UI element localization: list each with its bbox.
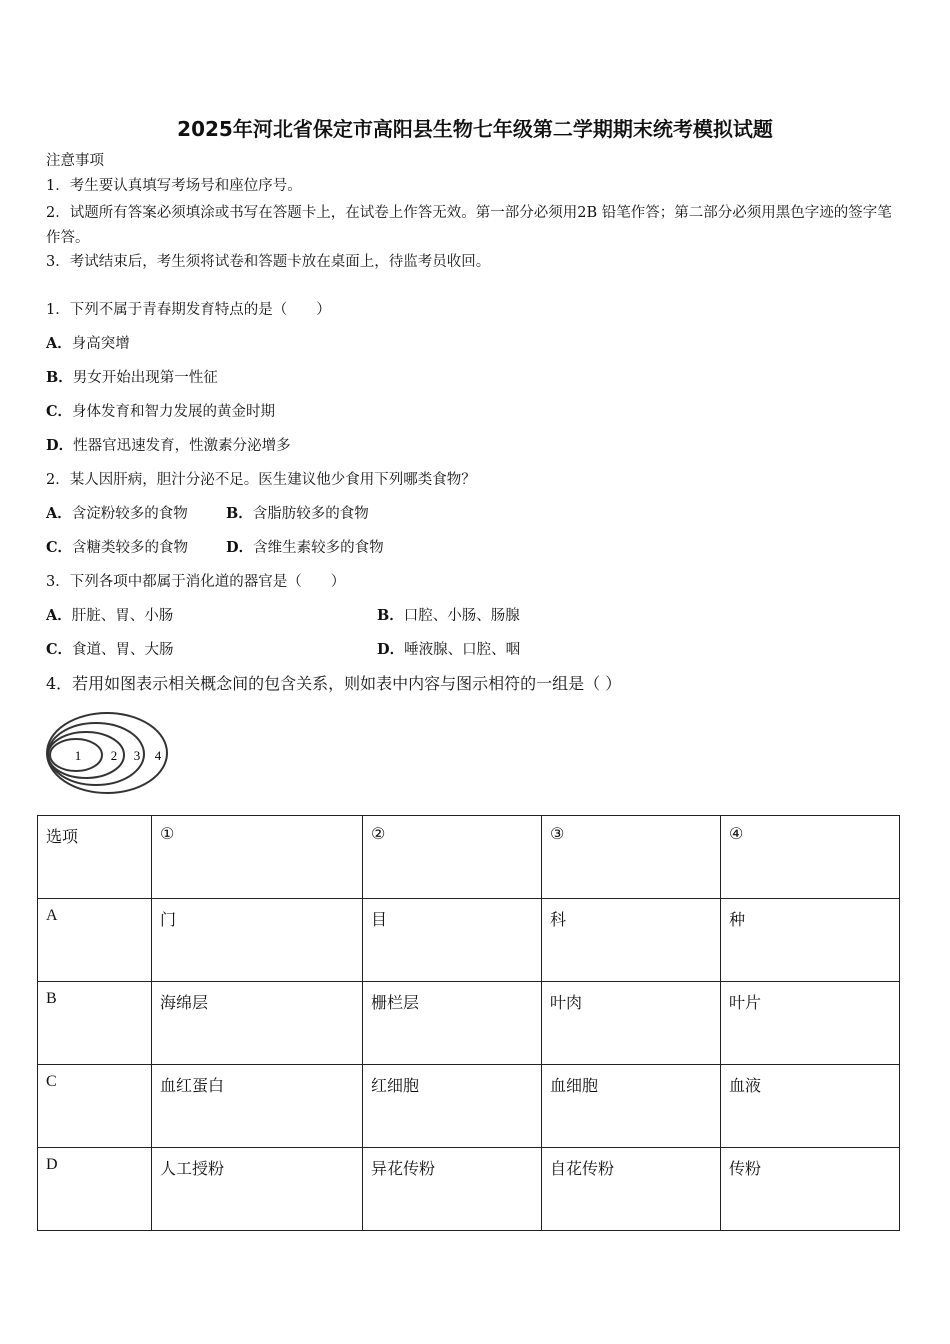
q1-option-a: A．身高突增 [46,335,130,352]
table-cell: 栅栏层 [363,982,542,1065]
table-header-cell: ③ [542,816,721,899]
diagram-label-3: 3 [133,748,141,763]
q2-option-c: C．含糖类较多的食物 [46,539,189,556]
table-cell: B [38,982,152,1065]
q3-option-d: D．唾液腺、口腔、咽 [377,641,521,658]
notice-heading: 注意事项 [46,153,104,169]
q3-option-c: C．食道、胃、大肠 [46,641,174,658]
table-cell: 科 [542,899,721,982]
question-2-stem: 2．某人因肝病，胆汁分泌不足。医生建议他少食用下列哪类食物？ [46,472,476,488]
table-cell: 自花传粉 [542,1148,721,1231]
exam-title: 2025年河北省保定市高阳县生物七年级第二学期期末统考模拟试题 [177,117,773,141]
table-header-row [38,816,900,899]
question-3-stem: 3．下列各项中都属于消化道的器官是（ ） [46,574,346,590]
diagram-label-1: 1 [74,748,82,763]
table-cell: D [38,1148,152,1231]
table-row [38,982,900,1065]
ellipse-4 [47,713,167,793]
diagram-label-4: 4 [154,748,162,763]
q1-option-b: B．男女开始出现第一性征 [46,369,218,386]
q2-option-a: A．含淀粉较多的食物 [46,505,188,522]
table-header-cell: ① [152,816,363,899]
table-cell: 血液 [721,1065,900,1148]
table-header-cell: 选项 [38,816,152,899]
table-cell: 红细胞 [363,1065,542,1148]
table-cell: 海绵层 [152,982,363,1065]
options-table [37,815,900,1231]
q2-option-b: B．含脂肪较多的食物 [226,505,369,522]
table-cell: 叶片 [721,982,900,1065]
table-cell: 叶肉 [542,982,721,1065]
diagram-label-2: 2 [110,748,118,763]
table-header-cell: ④ [721,816,900,899]
table-row [38,899,900,982]
nested-ellipses-diagram [46,707,176,799]
notice-item-1: 1．考生要认真填写考场号和座位序号。 [46,178,302,194]
question-4-stem: 4．若用如图表示相关概念间的包含关系，则如表中内容与图示相符的一组是（ ） [46,674,622,693]
table-header-cell: ② [363,816,542,899]
q2-option-d: D．含维生素较多的食物 [226,539,384,556]
table-cell: 血细胞 [542,1065,721,1148]
table-row [38,1148,900,1231]
table-cell: 种 [721,899,900,982]
table-cell: 血红蛋白 [152,1065,363,1148]
table-cell: 异花传粉 [363,1148,542,1231]
question-1-stem: 1．下列不属于青春期发育特点的是（ ） [46,302,331,318]
q3-option-b: B．口腔、小肠、肠腺 [377,607,520,624]
table-cell: 传粉 [721,1148,900,1231]
table-cell: 目 [363,899,542,982]
table-row [38,1065,900,1148]
notice-item-2: 2．试题所有答案必须填涂或书写在答题卡上，在试卷上作答无效。第一部分必须用2B 铅笔作答；第二部分必须用黑色字迹的签字笔作答。 [46,205,892,246]
q1-option-c: C．身体发育和智力发展的黄金时期 [46,403,276,420]
notice-item-3: 3．考试结束后，考生须将试卷和答题卡放在桌面上，待监考员收回。 [46,254,491,270]
table-cell: C [38,1065,152,1148]
q3-option-a: A．肝脏、胃、小肠 [46,607,174,624]
table-cell: A [38,899,152,982]
table-cell: 人工授粉 [152,1148,363,1231]
table-cell: 门 [152,899,363,982]
q1-option-d: D．性器官迅速发育，性激素分泌增多 [46,437,291,454]
